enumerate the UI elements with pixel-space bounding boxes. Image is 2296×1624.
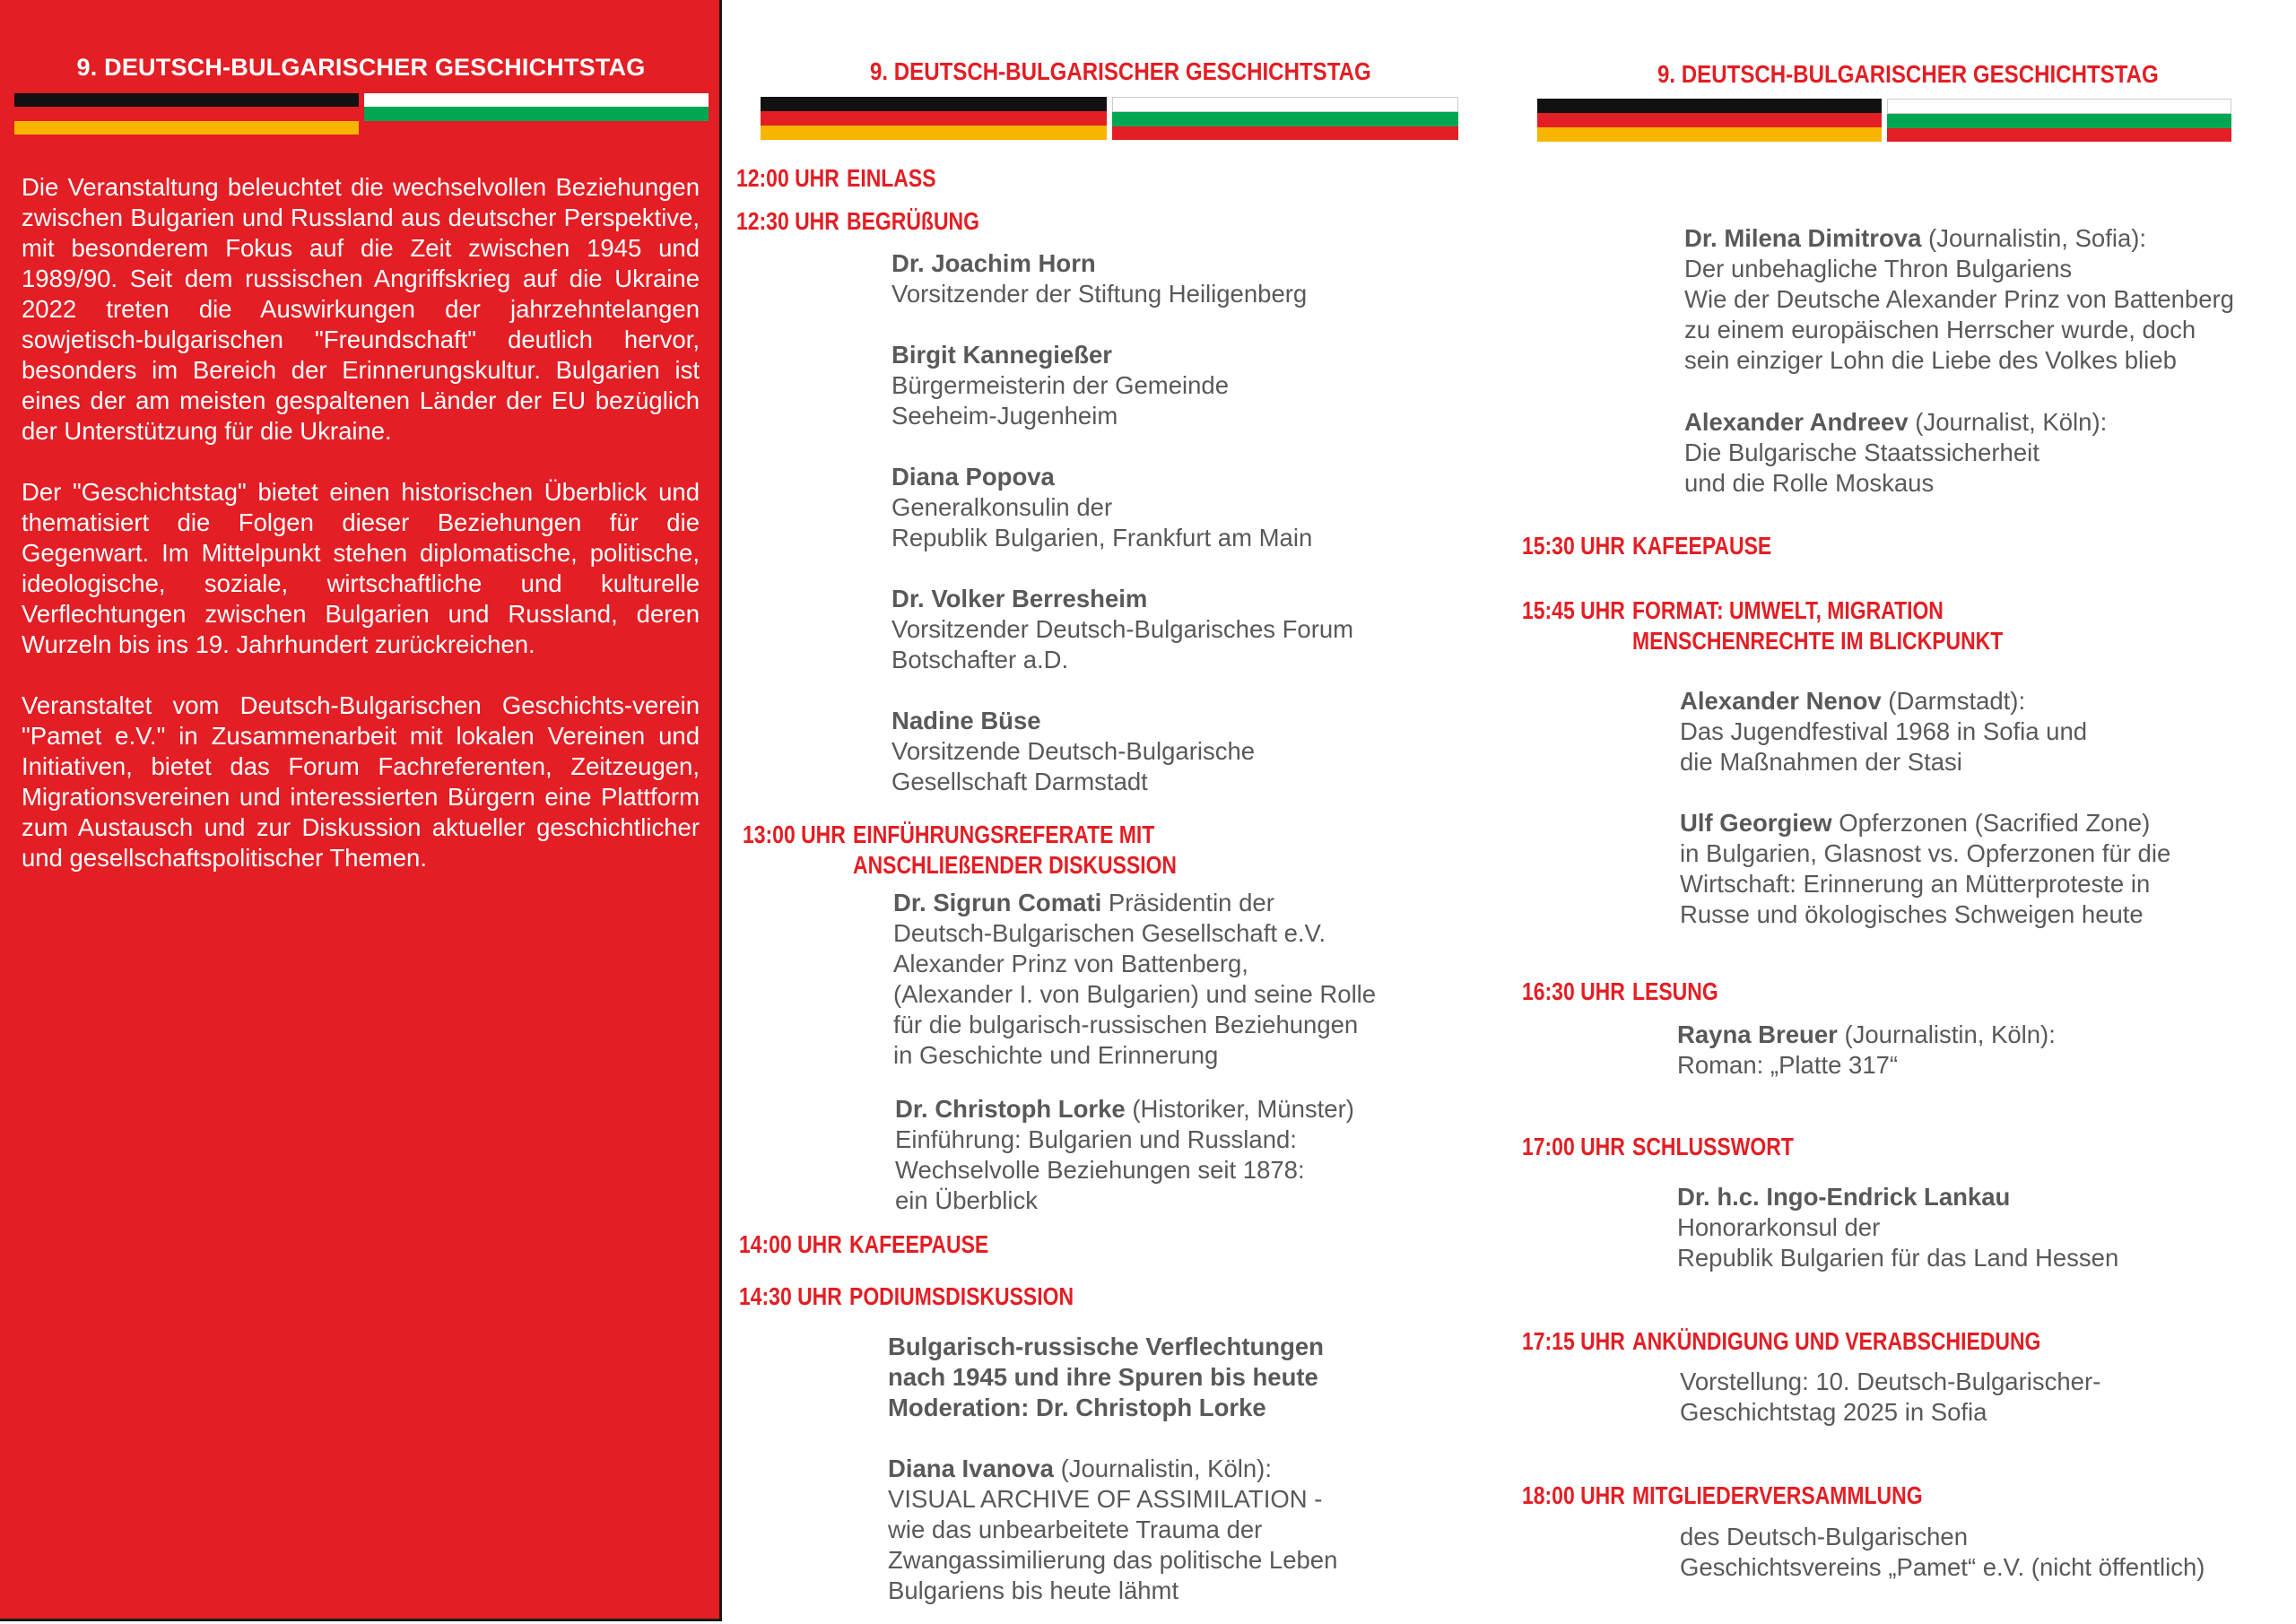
schedule-time: 14:00 UHR KAFEEPAUSE <box>739 1230 989 1258</box>
bulgarian-flag-icon <box>1887 99 2231 142</box>
panel-title: 9. DEUTSCH-BULGARISCHER GESCHICHTSTAG <box>76 54 646 81</box>
speaker-name: Diana Popova <box>891 463 1055 491</box>
speaker-name: Alexander Nenov <box>1680 687 1882 715</box>
meeting-note: des Deutsch-Bulgarischen Geschichtsvereins „Pamet“ e.V. (nicht öffentlich) <box>1680 1523 2205 1581</box>
speaker-name: Nadine Büse <box>891 707 1041 734</box>
schedule-time: 17:15 UHR ANKÜNDIGUNG UND VERABSCHIEDUNG <box>1522 1327 2041 1355</box>
speaker-entry: Diana Ivanova (Journalistin, Köln): VISUAL ARCHIVE OF ASSIMILATION - wie das unbearbeitete Trauma der Zwangassimilierung das politische Leben Bulgariens bis heute lähmt <box>888 1455 1338 1604</box>
speaker-entry: Dr. Milena Dimitrova (Journalistin, Sofia): Der unbehagliche Thron Bulgariens Wie der Deutsche Alexander Prinz von Battenberg zu einem europäischen Herrscher wurde, doch sein einziger Lohn die Liebe des Volkes blieb <box>1684 224 2234 374</box>
speaker-name: Dr. Joachim Horn <box>891 249 1096 277</box>
speaker-name: Ulf Georgiew <box>1680 809 1832 837</box>
schedule-time: 15:45 UHR FORMAT: UMWELT, MIGRATION MENSCHENRECHTE IM BLICKPUNKT <box>1522 596 2004 655</box>
speaker-entry: Rayna Breuer (Journalistin, Köln): Roman: „Platte 317“ <box>1677 1020 2056 1079</box>
speaker-name: Alexander Andreev <box>1684 408 1909 436</box>
speaker-name: Rayna Breuer <box>1677 1020 1838 1048</box>
speaker-entry: Dr. Sigrun Comati Präsidentin der Deutsch-Bulgarischen Gesellschaft e.V. Alexander Prinz von Battenberg, (Alexander I. von Bulgarien) und seine Rolle für die bulgarisch-russischen Beziehungen in Geschichte und Erinnerung <box>893 889 1377 1069</box>
speaker-entry: Alexander Nenov (Darmstadt): Das Jugendfestival 1968 in Sofia und die Maßnahmen der Stasi <box>1680 687 2088 776</box>
flag-bar <box>14 93 709 135</box>
announcement-text: Vorstellung: 10. Deutsch-Bulgarischer- Geschichtstag 2025 in Sofia <box>1680 1368 2101 1426</box>
speaker-name: Birgit Kannegießer <box>891 341 1113 369</box>
speaker-entry: Birgit Kannegießer Bürgermeisterin der Gemeinde Seeheim-Jugenheim <box>891 341 1230 430</box>
flag-bar <box>761 97 1458 140</box>
speaker-name: Dr. Sigrun Comati <box>893 889 1102 916</box>
speaker-entry: Dr. Joachim Horn Vorsitzender der Stiftung Heiligenberg <box>891 249 1308 308</box>
speaker-name: Dr. Volker Berresheim <box>891 585 1148 612</box>
schedule-time: 13:00 UHR EINFÜHRUNGSREFERATE MIT ANSCHLIEßENDER DISKUSSION <box>743 821 1178 879</box>
schedule-time: 15:30 UHR KAFEEPAUSE <box>1522 532 1772 560</box>
flag-bar <box>1537 99 2231 142</box>
intro-paragraph: Die Veranstaltung beleuchtet die wechselvollen Beziehungen zwischen Bulgarien und Russland aus deutscher Perspektive, mit besonderem Fokus auf die Zeit zwischen 1945 und 1989/90. Seit dem russischen Angriffskrieg auf die Ukraine 2022 treten die Auswirkungen der jahrzehntelangen sowjetisch-bulgarischen "Freundschaft" deutlich hervor, besonders im Bereich der Erinnerungskultur. Bulgarien ist eines der am meisten gespaltenen Länder der EU bezüglich der Unterstützung für die Ukraine. <box>22 173 700 445</box>
intro-paragraph: Veranstaltet vom Deutsch-Bulgarischen Geschichts-verein "Pamet e.V." in Zusammenarbeit mit lokalen Vereinen und Initiativen, bietet das Forum Fachreferenten, Zeitzeugen, Migrationsvereinen und interessierten Bürgern eine Plattform zum Austausch und zur Diskussion aktueller geschichtlicher und gesellschaftspolitischer Themen. <box>22 691 700 872</box>
schedule-time: 17:00 UHR SCHLUSSWORT <box>1522 1133 1794 1160</box>
schedule-time: 12:30 UHR BEGRÜßUNG <box>736 207 979 235</box>
column-title: 9. DEUTSCH-BULGARISCHER GESCHICHTSTAG <box>1657 60 2159 88</box>
speaker-entry: Diana Popova Generalkonsulin der Republik Bulgarien, Frankfurt am Main <box>891 463 1313 551</box>
intro-panel <box>0 0 722 1621</box>
german-flag-icon <box>761 97 1107 140</box>
speaker-entry: Ulf Georgiew Opferzonen (Sacrified Zone) in Bulgarien, Glasnost vs. Opferzonen für die Wirtschaft: Erinnerung an Mütterproteste in Russe und ökologisches Schweigen heute <box>1680 809 2171 928</box>
bulgarian-flag-icon <box>364 93 709 135</box>
speaker-entry: Dr. h.c. Ingo-Endrick Lankau Honorarkonsul der Republik Bulgarien für das Land Hessen <box>1677 1183 2119 1272</box>
german-flag-icon <box>1537 99 1882 142</box>
intro-paragraph: Der "Geschichtstag" bietet einen historischen Überblick und thematisiert die Folgen dieser Beziehungen für die Gegenwart. Im Mittelpunkt stehen diplomatische, politische, ideologische, soziale, wirtschaftliche und kulturelle Verflechtungen zwischen Bulgarien und Russland, deren Wurzeln bis ins 19. Jahrhundert zurückreichen. <box>22 478 700 658</box>
speaker-entry: Dr. Volker Berresheim Vorsitzender Deutsch-Bulgarisches Forum Botschafter a.D. <box>891 585 1354 673</box>
speaker-name: Dr. Milena Dimitrova <box>1684 224 1922 252</box>
speaker-entry: Dr. Christoph Lorke (Historiker, Münster) Einführung: Bulgarien und Russland: Wechselvolle Beziehungen seit 1878: ein Überblick <box>895 1095 1354 1214</box>
schedule-time: 18:00 UHR MITGLIEDERVERSAMMLUNG <box>1522 1481 1923 1509</box>
bulgarian-flag-icon <box>1112 97 1458 140</box>
german-flag-icon <box>14 93 359 135</box>
panel-topic: Bulgarisch-russische Verflechtungen nach 1945 und ihre Spuren bis heute Moderation: Dr. Christoph Lorke <box>888 1333 1324 1421</box>
schedule-time: 12:00 UHR EINLASS <box>736 164 936 192</box>
speaker-name: Dr. Christoph Lorke <box>895 1095 1126 1123</box>
speaker-entry: Alexander Andreev (Journalist, Köln): Die Bulgarische Staatssicherheit und die Rolle Moskaus <box>1684 408 2108 497</box>
speaker-entry: Nadine Büse Vorsitzende Deutsch-Bulgarische Gesellschaft Darmstadt <box>891 707 1256 795</box>
column-title: 9. DEUTSCH-BULGARISCHER GESCHICHTSTAG <box>870 57 1371 85</box>
speaker-name: Diana Ivanova <box>888 1455 1054 1482</box>
schedule-time: 16:30 UHR LESUNG <box>1522 977 1718 1005</box>
intro-text <box>22 172 700 904</box>
speaker-name: Dr. h.c. Ingo-Endrick Lankau <box>1677 1183 2011 1211</box>
schedule-time: 14:30 UHR PODIUMSDISKUSSION <box>739 1282 1074 1310</box>
